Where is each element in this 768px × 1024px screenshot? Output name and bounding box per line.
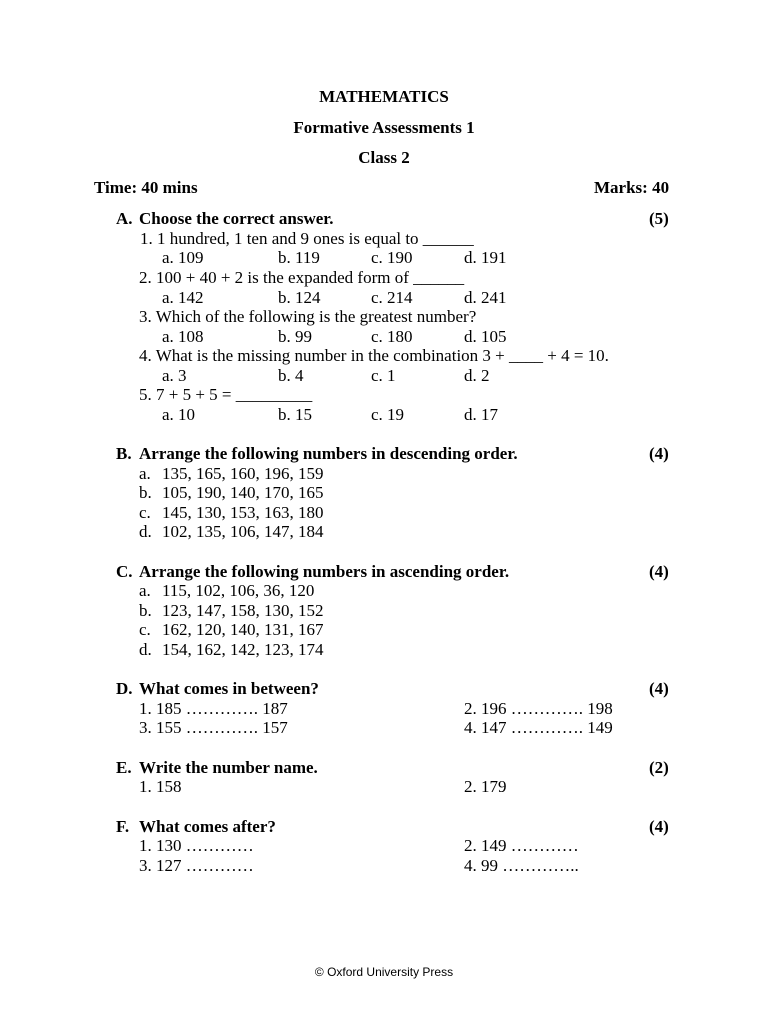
section-title: What comes in between? — [139, 679, 319, 698]
item-value: 135, 165, 160, 196, 159 — [162, 464, 324, 483]
option: c. 190 — [371, 248, 413, 267]
question-item: 2. 149 ………… — [464, 836, 579, 855]
question-item: 2. 196 …………. 198 — [464, 699, 613, 718]
option: b. 15 — [278, 405, 312, 424]
assessment-title: Formative Assessments 1 — [293, 118, 475, 137]
time-label: Time: 40 mins — [94, 178, 198, 197]
option: a. 10 — [162, 405, 196, 424]
option: a. 142 — [162, 288, 204, 307]
option: b. 124 — [278, 288, 321, 307]
section-title: Arrange the following numbers in descending order. — [139, 444, 518, 463]
section-marks: (2) — [649, 758, 669, 777]
item-label: b. — [139, 601, 152, 620]
question-text: 3. Which of the following is the greatest number? — [139, 307, 477, 326]
section-letter: D. — [116, 679, 133, 698]
item-value: 162, 120, 140, 131, 167 — [162, 620, 324, 639]
option: d. 241 — [464, 288, 507, 307]
section-title: What comes after? — [139, 817, 276, 836]
item-label: c. — [139, 503, 151, 522]
marks-label: Marks: 40 — [594, 178, 670, 197]
item-value: 105, 190, 140, 170, 165 — [162, 483, 324, 502]
section-title: Write the number name. — [139, 758, 318, 777]
section-letter: F. — [116, 817, 130, 836]
question-item: 1. 130 ………… — [139, 836, 254, 855]
section-letter: A. — [116, 209, 133, 228]
item-value: 123, 147, 158, 130, 152 — [162, 601, 324, 620]
item-label: c. — [139, 620, 151, 639]
question-item: 2. 179 — [464, 777, 507, 796]
item-label: d. — [139, 522, 152, 541]
option: a. 3 — [162, 366, 187, 385]
option: a. 109 — [162, 248, 204, 267]
section-title: Arrange the following numbers in ascending order. — [139, 562, 510, 581]
question-item: 1. 158 — [139, 777, 182, 796]
option: a. 108 — [162, 327, 204, 346]
question-text: 1. 1 hundred, 1 ten and 9 ones is equal to ______ — [140, 229, 474, 248]
question-item: 4. 99 ………….. — [464, 856, 579, 875]
section-marks: (4) — [649, 444, 669, 463]
item-label: b. — [139, 483, 152, 502]
class-title: Class 2 — [358, 148, 410, 167]
option: c. 180 — [371, 327, 413, 346]
option: b. 99 — [278, 327, 312, 346]
item-value: 102, 135, 106, 147, 184 — [162, 522, 324, 541]
question-item: 3. 127 ………… — [139, 856, 254, 875]
option: c. 19 — [371, 405, 405, 424]
section-marks: (5) — [649, 209, 669, 228]
item-value: 145, 130, 153, 163, 180 — [162, 503, 324, 522]
question-item: 4. 147 …………. 149 — [464, 718, 613, 737]
option: d. 2 — [464, 366, 490, 385]
item-value: 115, 102, 106, 36, 120 — [162, 581, 315, 600]
question-text: 2. 100 + 40 + 2 is the expanded form of ______ — [139, 268, 465, 287]
item-label: a. — [139, 464, 151, 483]
item-label: a. — [139, 581, 151, 600]
question-text: 5. 7 + 5 + 5 = _________ — [139, 385, 313, 404]
section-title: Choose the correct answer. — [139, 209, 334, 228]
option: d. 17 — [464, 405, 498, 424]
option: c. 214 — [371, 288, 413, 307]
section-marks: (4) — [649, 817, 669, 836]
option: b. 119 — [278, 248, 320, 267]
item-value: 154, 162, 142, 123, 174 — [162, 640, 324, 659]
question-text: 4. What is the missing number in the combination 3 + ____ + 4 = 10. — [139, 346, 609, 365]
option: d. 191 — [464, 248, 507, 267]
option: c. 1 — [371, 366, 396, 385]
section-letter: C. — [116, 562, 133, 581]
item-label: d. — [139, 640, 152, 659]
question-item: 3. 155 …………. 157 — [139, 718, 288, 737]
section-marks: (4) — [649, 679, 669, 698]
question-item: 1. 185 …………. 187 — [139, 699, 288, 718]
section-letter: E. — [116, 758, 132, 777]
section-letter: B. — [116, 444, 132, 463]
copyright-footer: © Oxford University Press — [314, 965, 454, 979]
option: b. 4 — [278, 366, 304, 385]
section-marks: (4) — [649, 562, 669, 581]
subject-title: MATHEMATICS — [319, 87, 449, 106]
option: d. 105 — [464, 327, 507, 346]
